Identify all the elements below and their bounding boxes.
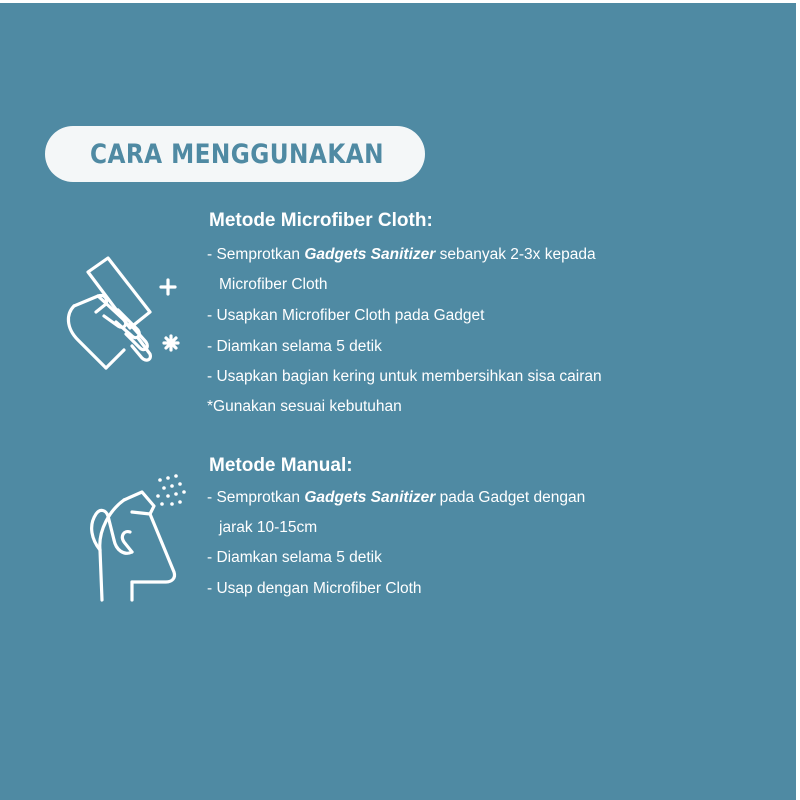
manual-step-2: - Diamkan selama 5 detik [207, 549, 382, 566]
frame-border-top [0, 0, 800, 3]
manual-step-1-product: Gadgets Sanitizer [304, 489, 436, 506]
method-manual-heading: Metode Manual: [209, 455, 353, 476]
title-pill [45, 126, 425, 182]
page-title: CARA MENGGUNAKAN [90, 138, 385, 170]
microfiber-step-1-suffix: sebanyak 2-3x kepada [435, 246, 596, 263]
manual-step-3: - Usap dengan Microfiber Cloth [207, 580, 422, 597]
method-microfiber-heading: Metode Microfiber Cloth: [209, 210, 433, 231]
frame-border-right [796, 0, 800, 800]
microfiber-note: *Gunakan sesuai kebutuhan [207, 398, 402, 415]
manual-step-1 [207, 489, 585, 507]
manual-step-1-prefix: - Semprotkan [207, 489, 305, 506]
hand-spray-icon [80, 470, 190, 610]
microfiber-step-3: - Diamkan selama 5 detik [207, 338, 382, 355]
microfiber-step-2: - Usapkan Microfiber Cloth pada Gadget [207, 307, 485, 324]
microfiber-step-1 [207, 246, 596, 264]
microfiber-step-1-continuation: Microfiber Cloth [219, 276, 328, 293]
hand-wiping-icon [58, 250, 188, 380]
microfiber-step-4: - Usapkan bagian kering untuk membersihkan sisa cairan [207, 368, 602, 385]
manual-step-1-continuation: jarak 10-15cm [219, 519, 318, 536]
microfiber-step-1-product: Gadgets Sanitizer [304, 246, 436, 263]
microfiber-step-1-prefix: - Semprotkan [207, 246, 305, 263]
manual-step-1-suffix: pada Gadget dengan [435, 489, 586, 506]
